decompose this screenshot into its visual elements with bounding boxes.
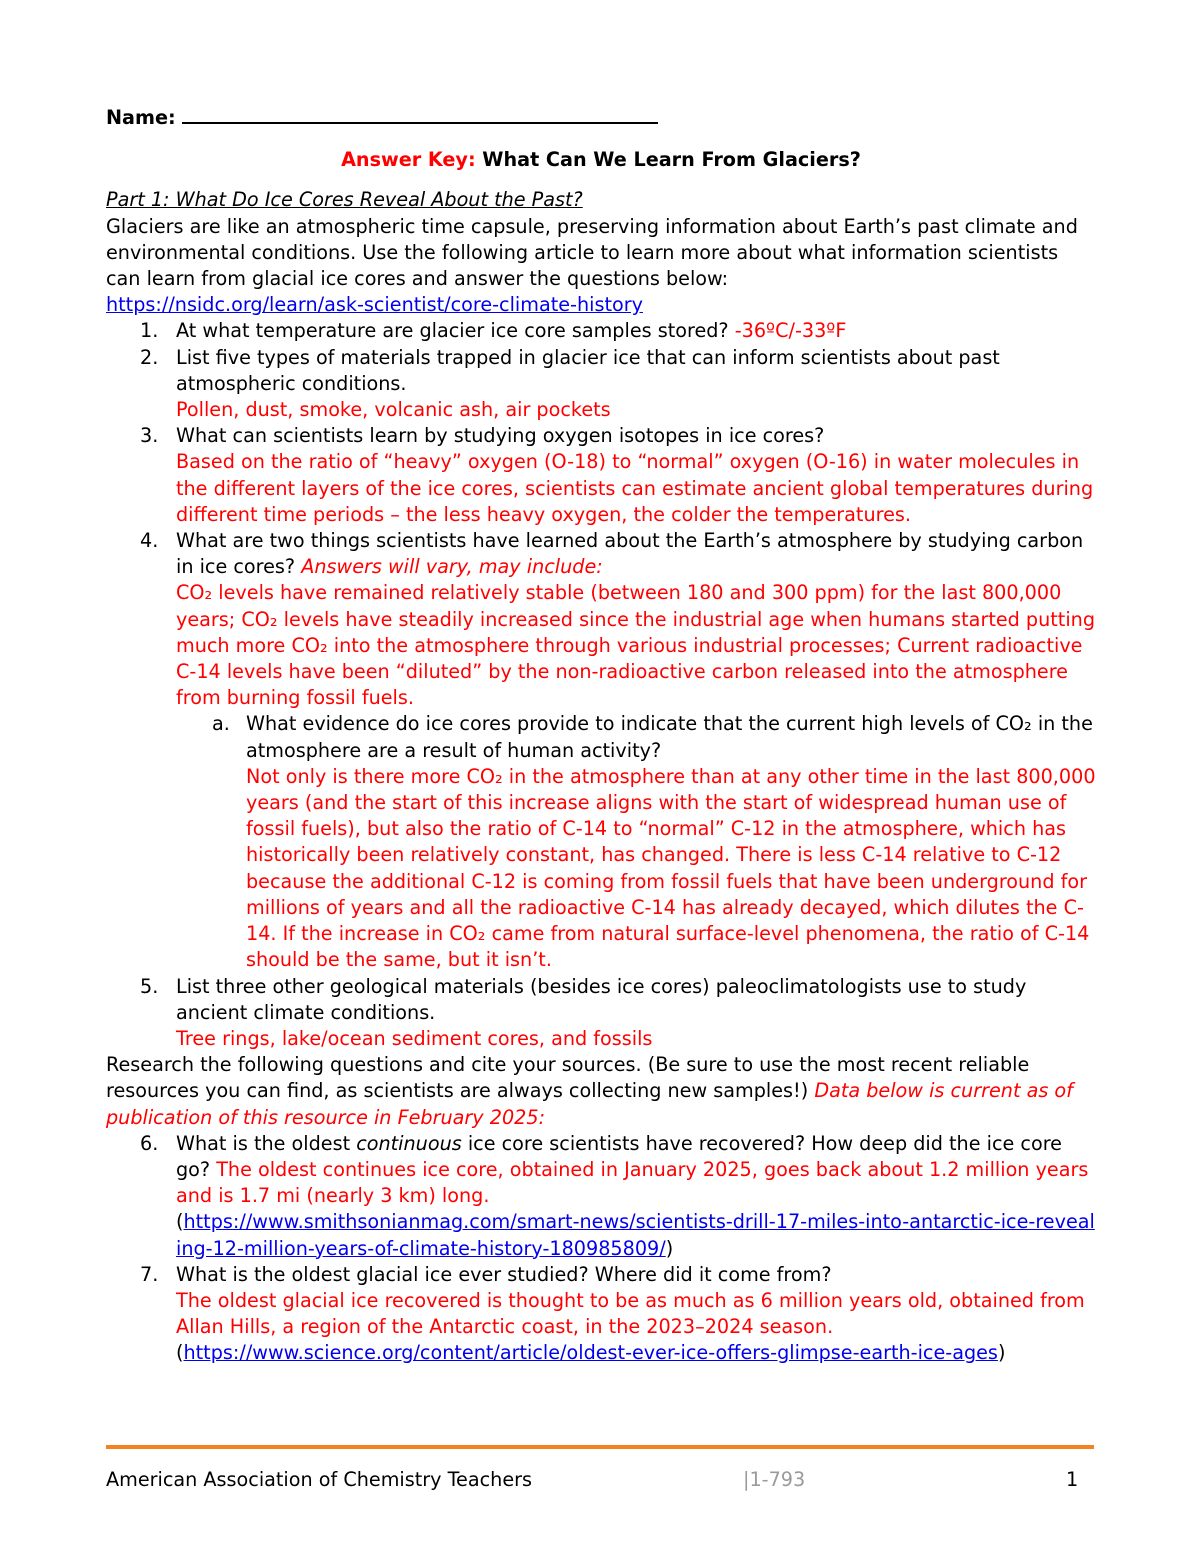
question-number: 2.	[140, 345, 159, 369]
research-intro	[106, 1052, 1096, 1131]
answer-text: Tree rings, lake/ocean sediment cores, and fossils	[176, 1026, 653, 1050]
answer-text: Pollen, dust, smoke, volcanic ash, air pockets	[176, 398, 611, 422]
name-field-row	[106, 104, 1096, 131]
question-text-emphasis: continuous	[356, 1131, 462, 1155]
answer-text: -36ºC/-33ºF	[734, 319, 847, 343]
citation-open: (	[176, 1210, 184, 1234]
answer-lead: Answers will vary, may include:	[301, 555, 603, 579]
question-text: List three other geological materials (besides ice cores) paleoclimatologists use to study ancient climate conditions.	[176, 974, 1027, 1024]
question-6	[106, 1131, 1096, 1262]
question-7	[106, 1262, 1096, 1367]
name-blank-line[interactable]	[182, 104, 658, 124]
answer-text: The oldest continues ice core, obtained in January 2025, goes back about 1.2 million years and is 1.7 mi (nearly 3 km) long.	[176, 1157, 1089, 1208]
question-2	[106, 345, 1096, 424]
question-1	[106, 318, 1096, 344]
question-list	[106, 318, 1096, 1052]
research-note: Data below is current as of publication of this resource in February 2025:	[106, 1079, 1073, 1129]
question-number: 5.	[140, 974, 159, 998]
answer-text: Based on the ratio of “heavy” oxygen (O-18) to “normal” oxygen (O-16) in water molecules in the different layers of the ice cores, scientists can estimate ancient global temperatures during different time periods – the less heavy oxygen, the colder the temperatures.	[176, 450, 1094, 526]
question-text: What are two things scientists have learned about the Earth’s atmosphere by studying carbon in ice cores?	[176, 529, 1084, 579]
question-number: 1.	[140, 319, 159, 343]
question-3	[106, 423, 1096, 528]
science-link[interactable]: https://www.science.org/content/article/oldest-ever-ice-offers-glimpse-earth-ice-ages	[183, 1341, 998, 1365]
answer-text: Not only is there more CO₂ in the atmosphere than at any other time in the last 800,000 years (and the start of this increase aligns with the start of widespread human use of fossil fuels), but also the ratio of C-14 to “normal” C-12 in the atmosphere, which has historically been relatively constant, has changed. There is less C-14 relative to C-12 because the additional C-12 is coming from fossil fuels that have been underground for millions of years and all the radioactive C-14 has already decayed, which dilutes the C-14. If the increase in CO₂ came from natural surface-level phenomena, the ratio of C-14 should be the same, but it isn’t.	[246, 764, 1096, 972]
question-text-b: ice core scientists have recovered? How deep did the ice core go?	[176, 1131, 1062, 1181]
question-4	[106, 528, 1096, 973]
smithsonian-link[interactable]: https://www.smithsonianmag.com/smart-news/scientists-drill-17-miles-into-antarctic-ice-revealing-12-million-years-of-climate-history-180985809/	[176, 1210, 1095, 1260]
page-title	[106, 147, 1096, 173]
question-text: What evidence do ice cores provide to indicate that the current high levels of CO₂ in the atmosphere are a result of human activity?	[246, 712, 1093, 762]
part1-heading: Part 1: What Do Ice Cores Reveal About the Past?	[106, 188, 583, 212]
question-number: a.	[212, 712, 230, 736]
question-list-2	[106, 1131, 1096, 1367]
footer-code: |1-793	[743, 1468, 806, 1491]
research-intro-text: Research the following questions and cite your sources. (Be sure to use the most recent reliable resources you can find, as scientists are always collecting new samples!)	[106, 1053, 1030, 1103]
question-text: At what temperature are glacier ice core samples stored?	[176, 319, 735, 343]
footer-divider	[106, 1445, 1094, 1449]
question-number: 7.	[140, 1262, 159, 1286]
footer-page-number: 1	[1066, 1468, 1079, 1491]
part1-intro-text: Glaciers are like an atmospheric time capsule, preserving information about Earth’s past climate and environmental conditions. Use the following article to learn more about what information scientists can learn from glacial ice cores and answer the questions below:	[106, 214, 1078, 291]
answer-text: CO₂ levels have remained relatively stable (between 180 and 300 ppm) for the last 800,000 years; CO₂ levels have steadily increased since the industrial age when humans started putting much more CO₂ into the atmosphere through various industrial processes; Current radioactive C-14 levels have been “diluted” by the non-radioactive carbon released into the atmosphere from burning fossil fuels.	[176, 581, 1095, 710]
question-4a	[176, 711, 1096, 973]
question-number: 3.	[140, 424, 159, 448]
footer-org: American Association of Chemistry Teachers	[106, 1468, 533, 1491]
citation-close: )	[665, 1236, 674, 1260]
citation-open: (	[176, 1341, 184, 1365]
question-text: List five types of materials trapped in glacier ice that can inform scientists about past atmospheric conditions.	[176, 345, 1000, 395]
citation-close: )	[997, 1341, 1006, 1365]
answer-text: The oldest glacial ice recovered is thought to be as much as 6 million years old, obtained from Allan Hills, a region of the Antarctic coast, in the 2023–2024 season.	[176, 1288, 1085, 1339]
question-number: 4.	[140, 529, 159, 553]
nsidc-link[interactable]: https://nsidc.org/learn/ask-scientist/core-climate-history	[106, 293, 643, 317]
question-text-a: What is the oldest	[176, 1131, 357, 1155]
question-number: 6.	[140, 1131, 159, 1155]
title-text: What Can We Learn From Glaciers?	[475, 148, 861, 172]
question-5	[106, 974, 1096, 1053]
question-text: What is the oldest glacial ice ever studied? Where did it come from?	[176, 1262, 832, 1286]
question-text: What can scientists learn by studying oxygen isotopes in ice cores?	[176, 424, 825, 448]
answer-key-label: Answer Key:	[341, 148, 476, 172]
part1-intro	[106, 214, 1096, 319]
document-page	[106, 104, 1096, 1367]
name-label: Name:	[106, 106, 176, 129]
